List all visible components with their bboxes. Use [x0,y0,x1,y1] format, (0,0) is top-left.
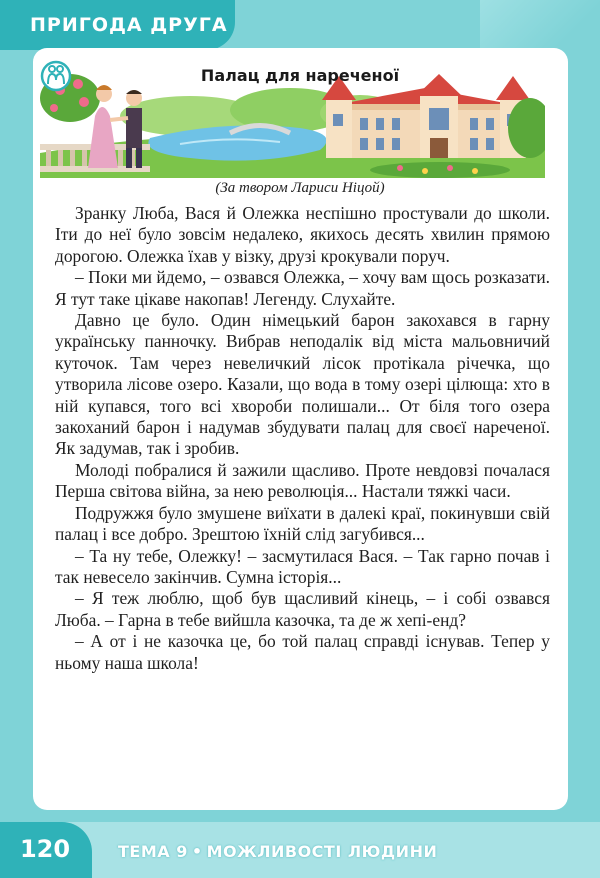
story-paragraph: Подружжя було змушене виїхати в далекі краї, покинувши свій палац і все добро. Зрештою їхній слід загубився... [55,502,550,545]
story-paragraph: – Поки ми йдемо, – озвався Олежка, – хочу вам щось розказати. Я тут таке цікаве накопав! Легенду. Слухайте. [55,267,550,309]
footer-topic [118,842,437,861]
story-paragraph: – А от і не казочка це, бо той палац справді існував. Тепер у ньому наша школа! [55,631,550,673]
story-paragraph: – Та ну тебе, Олежку! – засмутилася Вася. – Так гарно почав і так невесело закінчив. Сумна історія... [55,545,550,587]
topic-prefix: ТЕМА 9 [118,842,188,861]
story-paragraph: Зранку Люба, Вася й Олежка неспішно простували до школи. Іти до неї було зовсім недалеко, якихось десять хвилин прямою дорогою. Олежка їхав у візку, друзі крокували поруч. [55,203,550,266]
page-number: 120 [19,835,71,863]
topic-separator: • [191,842,203,861]
story-text [55,203,550,674]
story-title: Палац для нареченої [200,66,400,85]
section-title: ПРИГОДА ДРУГА [30,14,228,36]
story-paragraph: Давно це було. Один німецький барон закохався в гарну українську панночку. Вибрав неподалік від міста мальовничий куточок. Там через невеличкий лісок протікала річечка, що утворила лісове озеро. Казали, що вода в тому озері цілюща: хто в ній купався, того всі хвороби полишали... От біля того озера закоханий барон і надумав збудувати палац для своєї нареченої. Як задумав, так і зробив. [55,310,550,459]
story-paragraph: Молоді побралися й зажили щасливо. Проте невдовзі почалася Перша світова війна, за нею революція... Настали тяжкі часи. [55,459,550,502]
story-paragraph: – Я теж люблю, щоб був щасливий кінець, – і собі озвався Люба. – Гарна в тебе вийшла казочка, та де ж хепі-енд? [55,588,550,630]
story-attribution: (За твором Лариси Ніцой) [215,180,385,196]
topic-title: МОЖЛИВОСТІ ЛЮДИНИ [206,842,438,861]
